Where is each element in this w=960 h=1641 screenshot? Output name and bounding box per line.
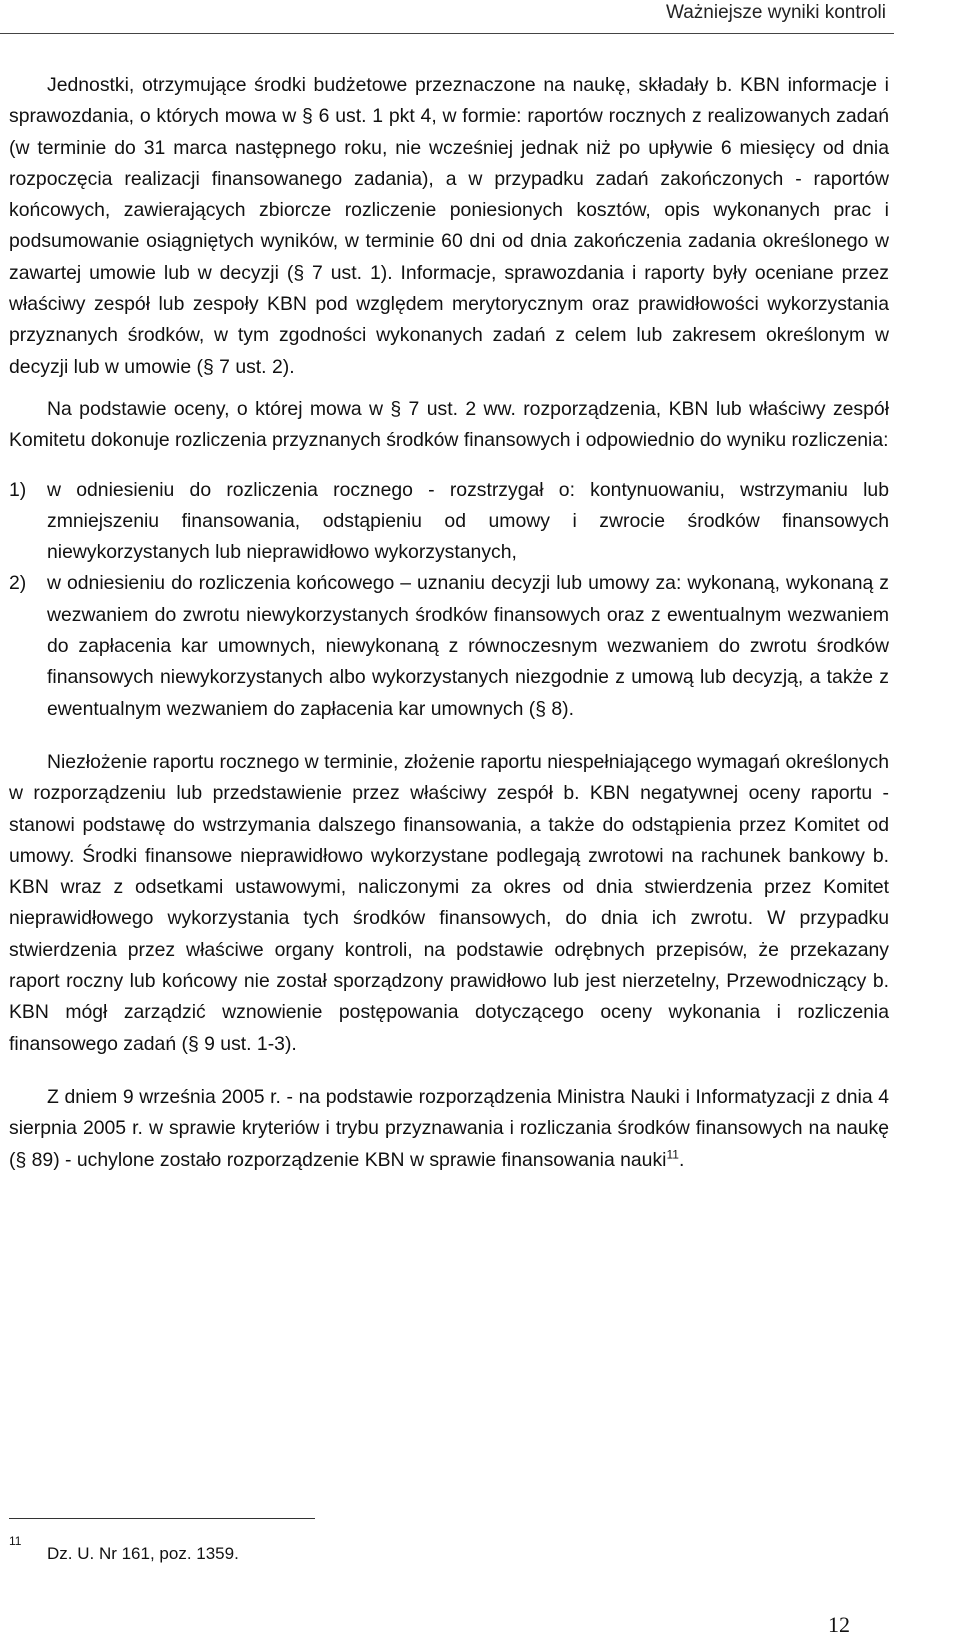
paragraph-4 [9, 1082, 889, 1176]
list-item-text: w odniesieniu do rozliczenia końcowego – uznaniu decyzji lub umowy za: wykonaną, wykonaną z wezwaniem do zwrotu niewykorzystanych środków finansowych oraz z ewentualnym wezwaniem do zapłacenia kar umownych, niewykonaną z równoczesnym wezwaniem do zwrotu środków finansowych niewykorzystanych albo wykorzystanych niezgodnie z umową lub decyzją, a także z ewentualnym wezwaniem do zapłacenia kar umownych (§ 8). [47, 572, 889, 720]
paragraph-3: Niezłożenie raportu rocznego w terminie, złożenie raportu niespełniającego wymagań określonych w rozporządzeniu lub przedstawienie przez właściwy zespół b. KBN negatywnej oceny raportu - stanowi podstawę do wstrzymania dalszego finansowania, a także do odstąpienia przez Komitet od umowy. Środki finansowe nieprawidłowo wykorzystane podlegają zwrotowi na rachunek bankowy b. KBN wraz z odsetkami ustawowymi, naliczonymi za okres od dnia stwierdzenia przez Komitet nieprawidłowego wykorzystania tych środków finansowych, do dnia ich zwrotu. W przypadku stwierdzenia przez właściwe organy kontroli, na podstawie odrębnych przepisów, że przekazany raport roczny lub końcowy nie został sporządzony prawidłowo lub jest nierzetelny, Przewodniczący b. KBN mógł zarządzić wznowienie postępowania dotyczącego oceny wykonania i rozliczenia finansowego zadań (§ 9 ust. 1-3). [9, 750, 889, 1055]
footnote-text: Dz. U. Nr 161, poz. 1359. [47, 1544, 239, 1563]
list-item-number: 1) [9, 478, 27, 501]
footnote-mark: 11 [9, 1534, 22, 1548]
paragraph-4-end: . [678, 1148, 685, 1171]
paragraph-1: Jednostki, otrzymujące środki budżetowe przeznaczone na naukę, składały b. KBN informacje i sprawozdania, o których mowa w § 6 ust. 1 pkt 4, w formie: raportów rocznych z realizowanych zadań (w terminie do 31 marca następnego roku, nie wcześniej jednak niż po upływie 6 miesięcy od dnia rozpoczęcia realizacji finansowanego zadania), a w przypadku zadań zakończonych - raportów końcowych, zawierających zbiorcze rozliczenie poniesionych kosztów, opis wykonanych prac i podsumowanie osiągniętych wyników, w terminie 60 dni od dnia zakończenia zadania określonego w zawartej umowie lub w decyzji (§ 7 ust. 1). Informacje, sprawozdania i raporty były oceniane przez właściwy zespół lub zespoły KBN pod względem merytorycznym oraz prawidłowości wykorzystania przyznanych środków, w tym zgodności wykonanych zadań z celem lub zakresem określonym w decyzji lub w umowie (§ 7 ust. 2). [9, 74, 889, 378]
list-item [9, 475, 889, 569]
page-header [0, 0, 960, 34]
paragraph-2: Na podstawie oceny, o której mowa w § 7 ust. 2 ww. rozporządzenia, KBN lub właściwy zespół Komitetu dokonuje rozliczenia przyznanych środków finansowych i odpowiednio do wyniku rozliczenia: [9, 397, 889, 452]
footnote-divider [9, 1518, 315, 1519]
page-number: 12 [828, 1612, 850, 1637]
list-item-text: w odniesieniu do rozliczenia rocznego - rozstrzygał o: kontynuowaniu, wstrzymaniu lub zmniejszeniu finansowania, odstąpieniu od umowy i zwrocie środków finansowych niewykorzystanych lub nieprawidłowo wykorzystanych, [47, 478, 889, 564]
paragraph-4-text: Z dniem 9 września 2005 r. - na podstawie rozporządzenia Ministra Nauki i Informatyzacji z dnia 4 sierpnia 2005 r. w sprawie kryteriów i trybu przyznawania i rozliczania środków finansowych na naukę (§ 89) - uchylone zostało rozporządzenie KBN w sprawie finansowania nauki [9, 1085, 889, 1171]
footnote-reference[interactable]: 11 [666, 1147, 679, 1162]
settlement-list [9, 475, 889, 725]
list-item [9, 568, 889, 724]
body-text [9, 70, 889, 1176]
list-item-number: 2) [9, 572, 27, 595]
header-title: Ważniejsze wyniki kontroli [666, 2, 886, 23]
header-divider [0, 33, 894, 34]
